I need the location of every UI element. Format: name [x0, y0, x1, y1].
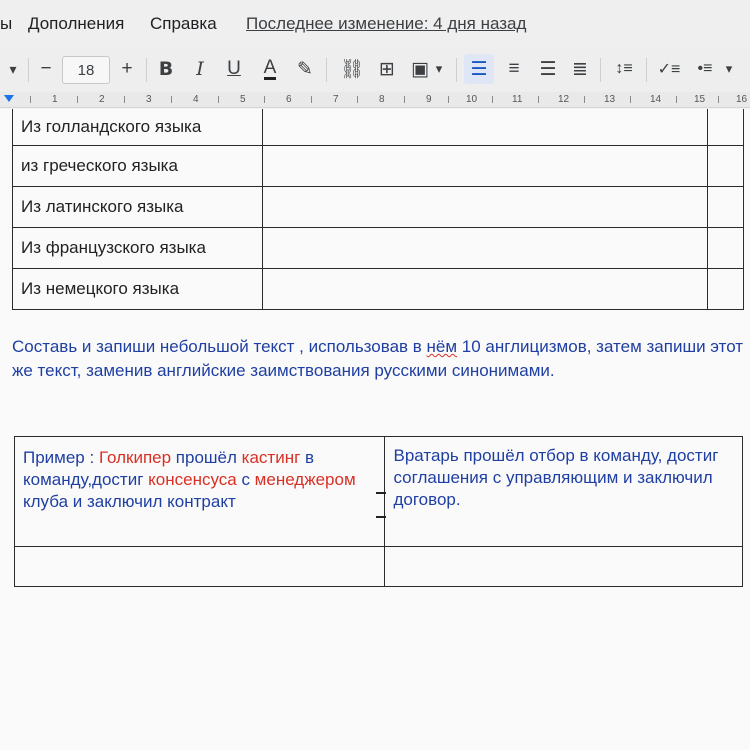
table-cell-empty[interactable]: [15, 547, 385, 587]
ruler-number: 10: [466, 94, 478, 105]
table-cell-language[interactable]: Из французского языка: [13, 227, 263, 268]
ruler-number: 7: [333, 94, 339, 105]
last-edit-link[interactable]: Последнее изменение: 4 дня назад: [246, 14, 527, 33]
toolbar-divider: [326, 58, 327, 82]
table-cell-empty[interactable]: [262, 186, 707, 227]
font-size-input[interactable]: 18: [62, 56, 110, 84]
ruler: [0, 92, 750, 108]
ruler-number: 12: [558, 94, 570, 105]
align-right-button[interactable]: ☰: [539, 58, 557, 80]
task-text: 10 англицизмов, затем запиши этот же текст, заменив английские заимствования русскими синонимами.: [12, 337, 744, 380]
line-spacing-icon[interactable]: ↕≡: [615, 60, 633, 77]
table-cell-empty[interactable]: [708, 109, 744, 145]
table-cell-empty[interactable]: [708, 268, 744, 309]
bullets-dropdown-arrow-icon[interactable]: ▾: [725, 61, 733, 76]
menu-bar: [0, 0, 750, 46]
table-cell-empty[interactable]: [262, 268, 707, 309]
toolbar: [0, 46, 750, 92]
align-left-button[interactable]: ☰: [464, 54, 494, 84]
indent-marker-icon[interactable]: [4, 95, 14, 102]
ruler-tick: [492, 96, 493, 103]
ruler-tick: [404, 96, 405, 103]
table-cell-empty[interactable]: [262, 145, 707, 186]
ruler-tick: [30, 96, 31, 103]
bold-button[interactable]: B: [158, 58, 174, 80]
add-comment-icon[interactable]: ⊞: [379, 58, 395, 80]
ruler-number: 14: [650, 94, 662, 105]
ruler-number: 16: [736, 94, 748, 105]
decrease-font-size-button[interactable]: −: [40, 58, 52, 79]
example-text: в команду,достиг: [23, 448, 315, 489]
anglicism-word: консенсуса: [148, 470, 237, 489]
anglicism-word: кастинг: [241, 448, 301, 467]
ruler-tick: [538, 96, 539, 103]
document-page[interactable]: [0, 109, 750, 750]
ruler-tick: [311, 96, 312, 103]
ruler-number: 15: [694, 94, 706, 105]
text-color-button[interactable]: [256, 54, 284, 84]
ruler-number: 5: [240, 94, 246, 105]
toolbar-divider: [600, 58, 601, 82]
language-table: [12, 109, 744, 310]
menu-item-addons[interactable]: Дополнения: [28, 14, 125, 33]
anglicism-word: менеджером: [254, 470, 356, 489]
ruler-tick: [357, 96, 358, 103]
text-color-icon: A: [263, 56, 277, 78]
ruler-tick: [676, 96, 677, 103]
table-cell-language[interactable]: Из голландского языка: [13, 109, 263, 145]
zoom-dropdown-arrow-icon[interactable]: ▾: [9, 60, 17, 77]
column-resize-handle[interactable]: [376, 492, 386, 494]
ruler-number: 3: [146, 94, 152, 105]
column-resize-handle[interactable]: [376, 516, 386, 518]
example-cell-russian[interactable]: Вратарь прошёл отбор в команду, достиг соглашения с управляющим и заключил договор.: [385, 437, 743, 547]
table-cell-empty[interactable]: [262, 227, 707, 268]
ruler-number: 11: [512, 94, 523, 105]
menu-item-help[interactable]: Справка: [150, 14, 217, 33]
table-cell-language[interactable]: Из латинского языка: [13, 186, 263, 227]
table-row: [13, 186, 744, 227]
example-text: прошёл: [171, 448, 242, 467]
increase-font-size-button[interactable]: +: [121, 58, 133, 79]
table-row: [13, 268, 744, 309]
ruler-number: 2: [99, 94, 105, 105]
insert-link-icon[interactable]: ⛓: [339, 59, 365, 80]
ruler-tick: [124, 96, 125, 103]
ruler-tick: [584, 96, 585, 103]
ruler-number: 1: [52, 94, 58, 105]
highlight-color-icon[interactable]: ✎: [297, 58, 313, 80]
ruler-tick: [171, 96, 172, 103]
ruler-tick: [718, 96, 719, 103]
ruler-tick: [77, 96, 78, 103]
example-text: с: [236, 470, 255, 489]
checklist-icon[interactable]: ✓≡: [657, 61, 681, 78]
toolbar-divider: [146, 58, 147, 82]
table-cell-empty[interactable]: [708, 145, 744, 186]
misspelled-word[interactable]: нём: [426, 337, 458, 356]
align-center-button[interactable]: ≡: [508, 58, 520, 79]
ruler-number: 9: [426, 94, 432, 105]
task-text: Составь и запиши небольшой текст , использовав в: [12, 337, 427, 356]
toolbar-divider: [456, 58, 457, 82]
table-cell-language[interactable]: Из немецкого языка: [13, 268, 263, 309]
ruler-tick: [448, 96, 449, 103]
table-cell-language[interactable]: из греческого языка: [13, 145, 263, 186]
table-row: [15, 547, 743, 587]
insert-image-icon[interactable]: ▣: [411, 58, 429, 80]
anglicism-word: Голкипер: [98, 448, 172, 467]
ruler-number: 4: [193, 94, 199, 105]
underline-button[interactable]: U: [227, 58, 241, 79]
ruler-number: 8: [379, 94, 385, 105]
image-dropdown-arrow-icon[interactable]: ▾: [435, 61, 443, 76]
example-cell-english[interactable]: [15, 437, 385, 547]
ruler-number: 13: [604, 94, 616, 105]
table-row: [13, 109, 744, 145]
ruler-number: 6: [286, 94, 292, 105]
table-cell-empty[interactable]: [708, 227, 744, 268]
ruler-tick: [264, 96, 265, 103]
example-text: клуба и заключил контракт: [23, 492, 236, 511]
toolbar-divider: [28, 58, 29, 82]
ruler-tick: [630, 96, 631, 103]
table-row: [13, 227, 744, 268]
bulleted-list-icon[interactable]: •≡: [697, 60, 713, 77]
ruler-tick: [218, 96, 219, 103]
menu-item-tools[interactable]: ы: [0, 14, 13, 33]
toolbar-divider: [646, 58, 647, 82]
align-justify-button[interactable]: ≣: [572, 58, 588, 80]
italic-button[interactable]: I: [196, 58, 204, 80]
example-table: [14, 436, 743, 587]
table-cell-empty[interactable]: [385, 547, 743, 587]
example-text: Пример :: [23, 448, 99, 467]
task-paragraph[interactable]: [12, 335, 744, 383]
table-cell-empty[interactable]: [708, 186, 744, 227]
table-row: [13, 145, 744, 186]
table-cell-empty[interactable]: [262, 109, 707, 145]
